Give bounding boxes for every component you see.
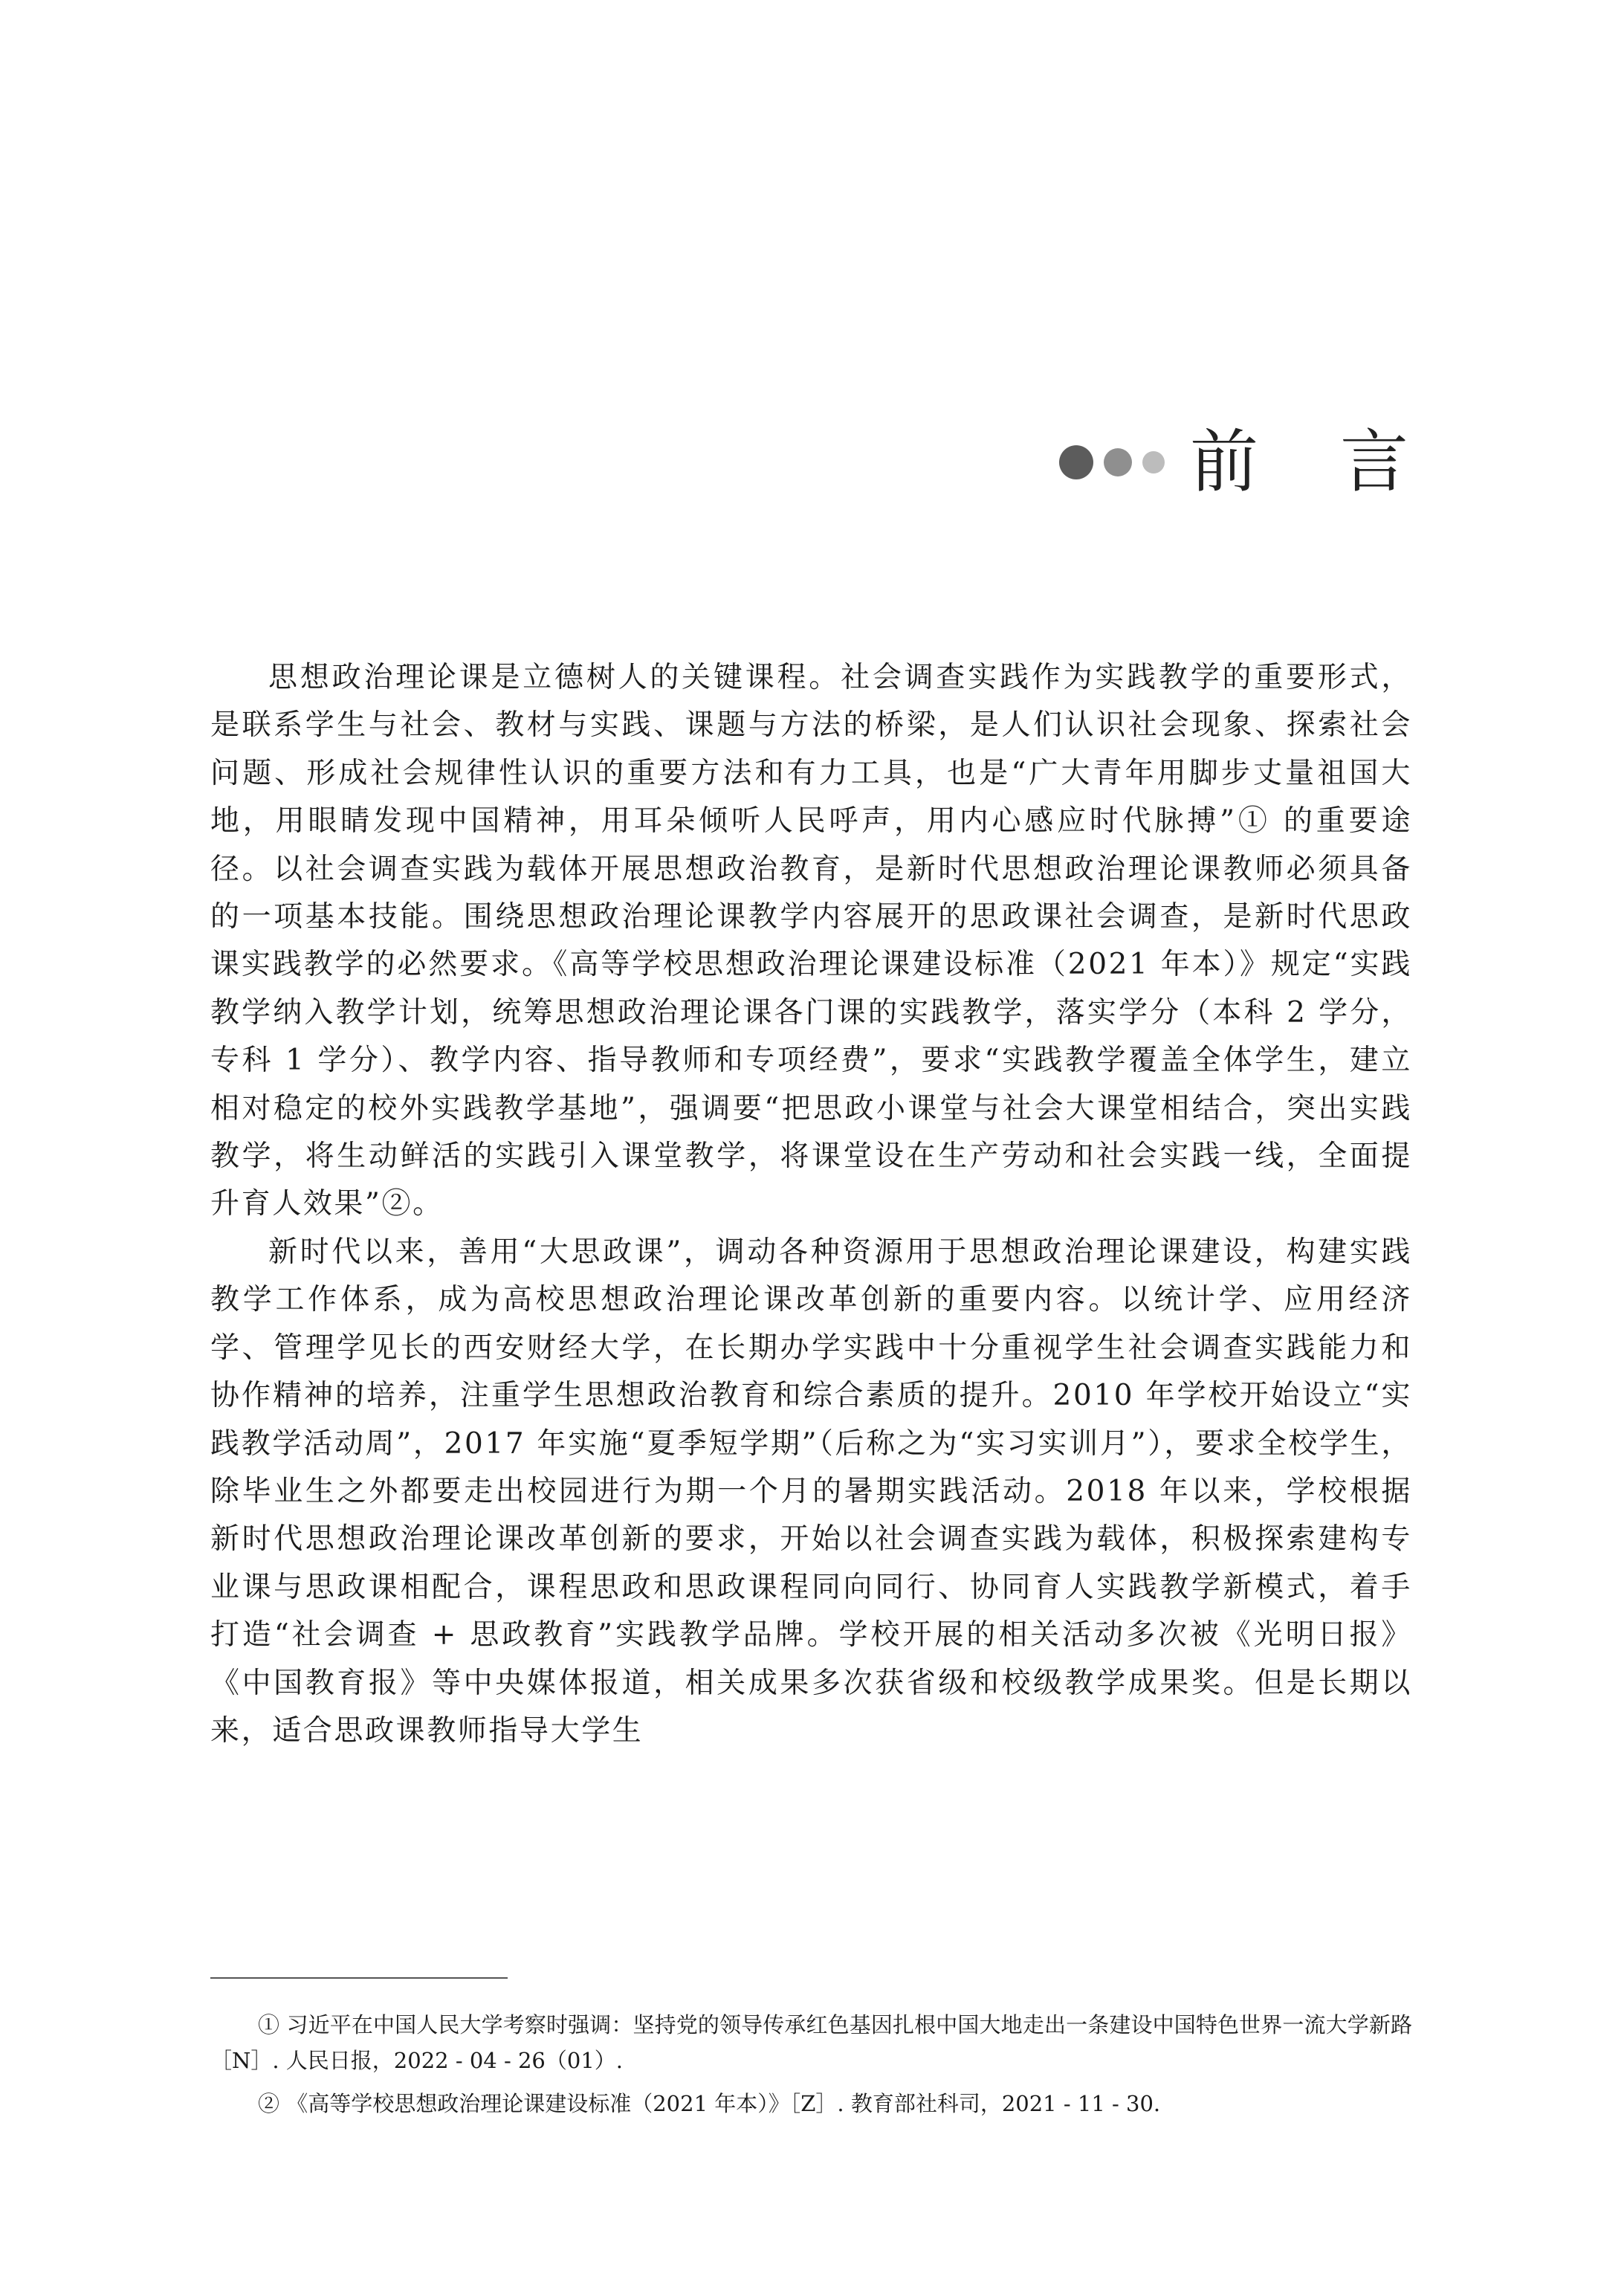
chapter-heading [1059, 410, 1490, 514]
footnote-divider [210, 1977, 508, 1979]
chapter-title: 前言 [1189, 422, 1490, 502]
light-dot-icon [1142, 451, 1165, 473]
footnote: ① 习近平在中国人民大学考察时强调：坚持党的领导传承红色基因扎根中国大地走出一条建设中国特色世界一流大学新路［N］. 人民日报，2022 - 04 - 26（01）. [210, 2012, 1412, 2073]
body-text [210, 654, 1412, 1755]
paragraph: 思想政治理论课是立德树人的关键课程。社会调查实践作为实践教学的重要形式，是联系学生与社会、教材与实践、课题与方法的桥梁，是人们认识社会现象、探索社会问题、形成社会规律性认识的重要方法和有力工具，也是“广大青年用脚步丈量祖国大地，用眼睛发现中国精神，用耳朵倾听人民呼声，用内心感应时代脉搏”① 的重要途径。以社会调查实践为载体开展思想政治教育，是新时代思想政治理论课教师必须具备的一项基本技能。围绕思想政治理论课教学内容展开的思政课社会调查，是新时代思政课实践教学的必然要求。《高等学校思想政治理论课建设标准（2021 年本）》规定“实践教学纳入教学计划，统筹思想政治理论课各门课的实践教学，落实学分（本科 2 学分，专科 1 学分）、教学内容、指导教师和专项经费”，要求“实践教学覆盖全体学生，建立相对稳定的校外实践教学基地”，强调要“把思政小课堂与社会大课堂相结合，突出实践教学，将生动鲜活的实践引入课堂教学，将课堂设在生产劳动和社会实践一线，全面提升育人效果”②。 [210, 661, 1412, 1221]
paragraph: 新时代以来，善用“大思政课”，调动各种资源用于思想政治理论课建设，构建实践教学工作体系，成为高校思想政治理论课改革创新的重要内容。以统计学、应用经济学、管理学见长的西安财经大学，在长期办学实践中十分重视学生社会调查实践能力和协作精神的培养，注重学生思想政治教育和综合素质的提升。2010 年学校开始设立“实践教学活动周”，2017 年实施“夏季短学期”（后称之为“实习实训月”），要求全校学生，除毕业生之外都要走出校园进行为期一个月的暑期实践活动。2018 年以来，学校根据新时代思想政治理论课改革创新的要求，开始以社会调查实践为载体，积极探索建构专业课与思政课相配合，课程思政和思政课程同向同行、协同育人实践教学新模式，着手打造“社会调查 + 思政教育”实践教学品牌。学校开展的相关活动多次被《光明日报》《中国教育报》等中央媒体报道，相关成果多次获省级和校级教学成果奖。但是长期以来，适合思政课教师指导大学生 [210, 1235, 1413, 1748]
footnotes [210, 2007, 1412, 2129]
medium-dot-icon [1104, 448, 1132, 476]
heading-dots-decoration [1059, 445, 1165, 479]
dark-dot-icon [1059, 445, 1093, 479]
footnote: ② 《高等学校思想政治理论课建设标准（2021 年本）》［Z］. 教育部社科司，2021 - 11 - 30. [258, 2091, 1161, 2116]
